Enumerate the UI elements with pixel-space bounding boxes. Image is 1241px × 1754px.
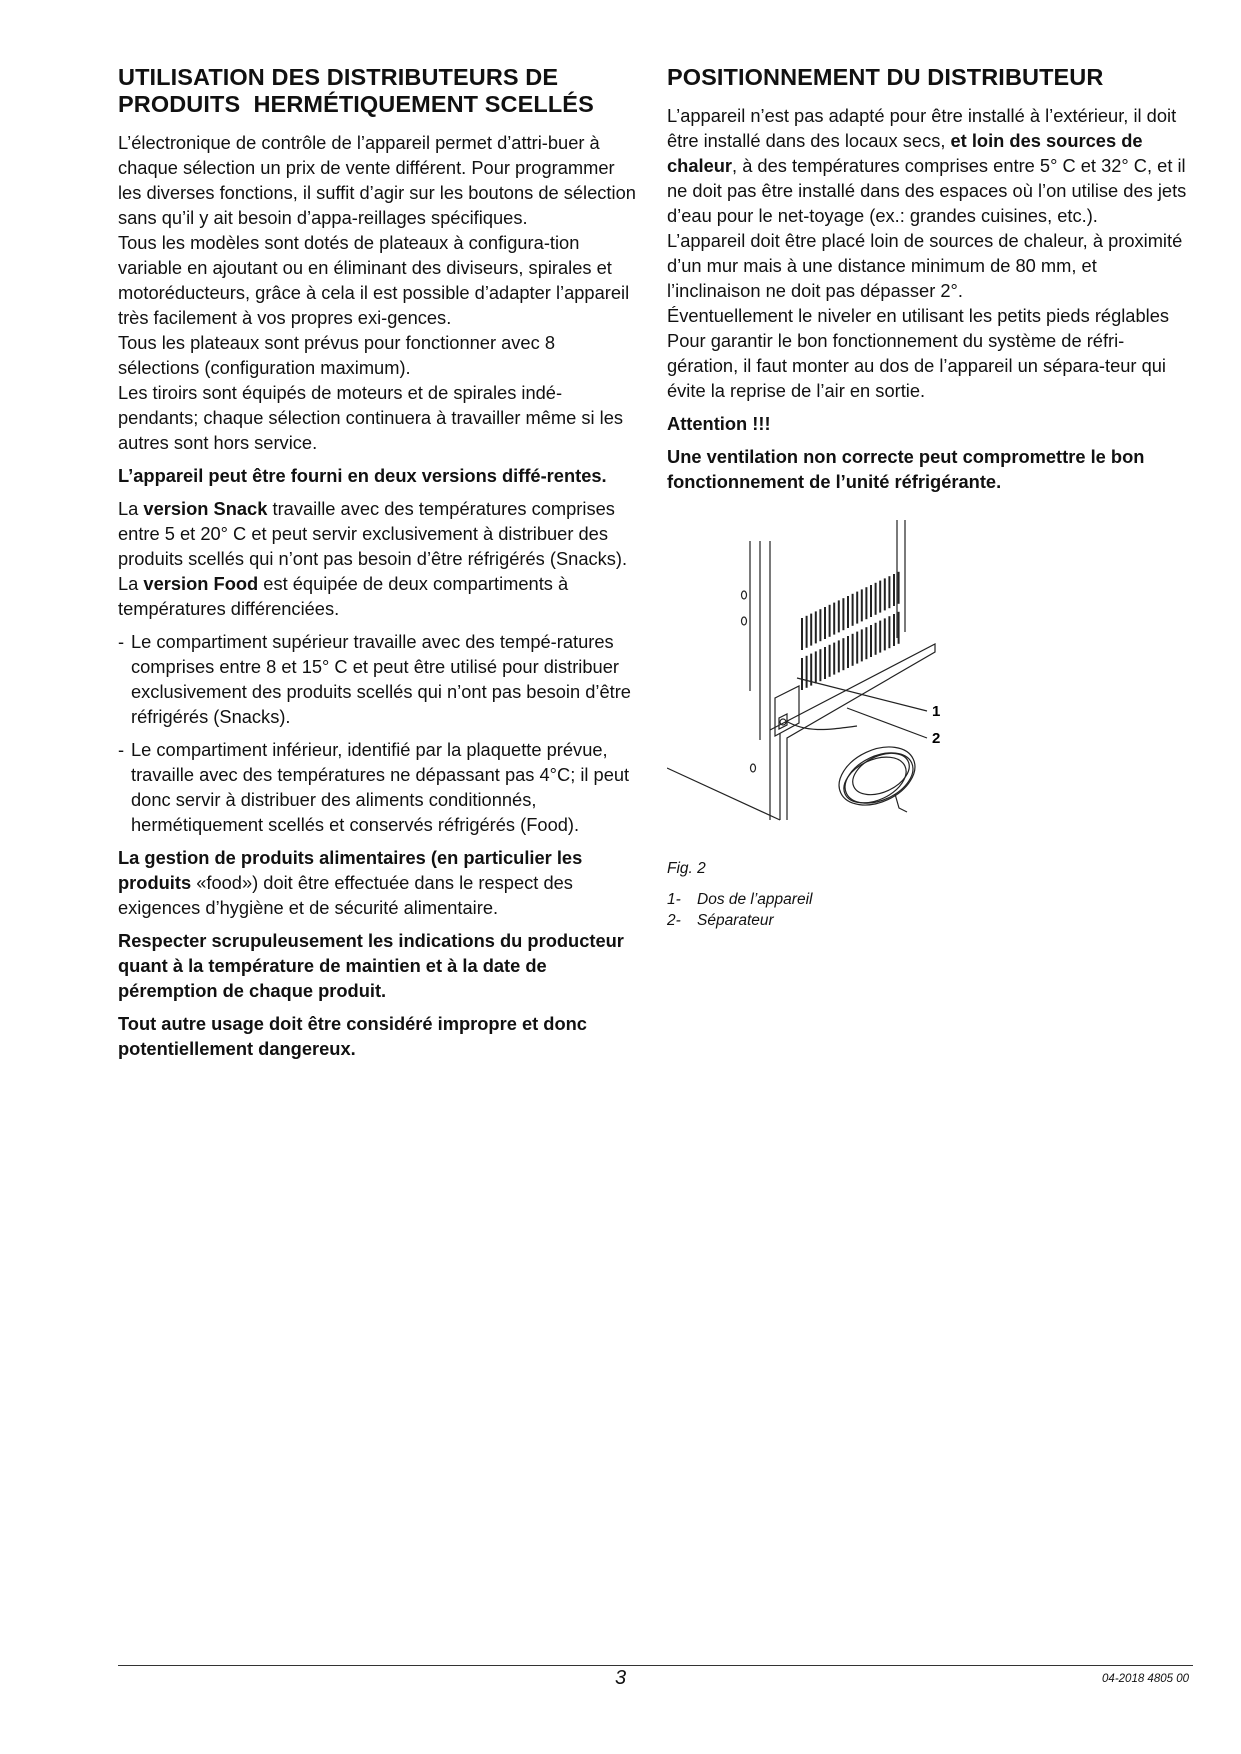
- appliance-back-drawing: [667, 518, 997, 858]
- legend-item: 1- Dos de l’appareil: [667, 891, 813, 908]
- callout-1: 1: [932, 703, 941, 720]
- right-column: [667, 64, 1192, 931]
- bold-respecter: Respecter scrupuleusement les indications du producteur quant à la température de maintien et à la date de péremption de chaque produit.: [118, 930, 624, 1001]
- bold-versions: L’appareil peut être fourni en deux versions diffé-rentes.: [118, 465, 607, 486]
- paragraph-distance-mur: L’appareil doit être placé loin de sources de chaleur, à proximité d’un mur mais à une distance minimum de 80 mm, et l’inclinaison ne doit pas dépasser 2°.: [667, 230, 1183, 301]
- section-title-utilisation: UTILISATION DES DISTRIBUTEURS DE PRODUITS HERMÉTIQUEMENT SCELLÉS: [118, 64, 594, 117]
- list-item-compartiment-inferieur: - Le compartiment inférieur, identifié par la plaquette prévue, travaille avec des températures ne dépassant pas 4°C; il peut donc servir à distribuer des aliments conditionnés, hermétiquement scellés et conservés réfrigérés (Food).: [118, 739, 630, 835]
- paragraph-niveler: Éventuellement le niveler en utilisant les petits pieds réglables: [667, 305, 1170, 326]
- paragraph-installation: L’appareil n’est pas adapté pour être installé à l’extérieur, il doit être installé dans des locaux secs, et loin des sources de chaleur, à des températures comprises entre 5° C et 32° C, et il ne doit pas être installé dans des espaces où l’on utilise des jets d’eau pour le net-toyage (ex.: grandes cuisines, etc.).: [667, 105, 1187, 226]
- document-reference: 04-2018 4805 00: [1102, 1673, 1189, 1685]
- paragraph-version-food: La version Food est équipée de deux compartiments à températures différenciées.: [118, 573, 569, 619]
- section-title-positionnement: POSITIONNEMENT DU DISTRIBUTEUR: [667, 64, 1104, 90]
- paragraph-plateaux: Tous les modèles sont dotés de plateaux à configura-tion variable en ajoutant ou en éliminant des diviseurs, spirales et motoréducteurs, grâce à cela il est possible d’adapter l’appareil très facilement à vos propres exi-gences.: [118, 232, 630, 328]
- figure-legend: [667, 889, 1192, 931]
- ventilation-slots: [802, 572, 899, 690]
- figure-caption: Fig. 2: [667, 860, 706, 877]
- paragraph-version-snack: La version Snack travaille avec des températures comprises entre 5 et 20° C et peut servir exclusivement à distribuer des produits scellés qui n’ont pas besoin d’être réfrigérés (Snacks).: [118, 498, 628, 569]
- callout-2: 2: [932, 730, 941, 747]
- attention-label: Attention !!!: [667, 413, 771, 434]
- footer-rule: [118, 1665, 1193, 1666]
- warning-ventilation: Une ventilation non correcte peut compromettre le bon fonctionnement de l’unité réfrigérante.: [667, 446, 1145, 492]
- paragraph-separateur: Pour garantir le bon fonctionnement du système de réfri-gération, il faut monter au dos de l’appareil un sépara-teur qui évite la reprise de l’air en sortie.: [667, 330, 1166, 401]
- paragraph-selections: Tous les plateaux sont prévus pour fonctionner avec 8 sélections (configuration maximum).: [118, 332, 555, 378]
- list-item-compartiment-superieur: - Le compartiment supérieur travaille avec des tempé-ratures comprises entre 8 et 15° C et peut être utilisé pour distribuer exclusivement des produits scellés qui n’ont pas besoin d’être réfrigérés (Snacks).: [118, 631, 631, 727]
- figure-2-illustration: [667, 518, 997, 858]
- legend-item: 2- Séparateur: [667, 912, 774, 929]
- page-number: 3: [614, 1667, 627, 1689]
- bold-usage-impropre: Tout autre usage doit être considéré impropre et donc potentiellement dangereux.: [118, 1013, 587, 1059]
- paragraph-tiroirs: Les tiroirs sont équipés de moteurs et de spirales indé-pendants; chaque sélection continuera à travailler même si les autres sont hors service.: [118, 382, 624, 453]
- left-column: [118, 64, 640, 1061]
- paragraph-electronique: L’électronique de contrôle de l’appareil permet d’attri-buer à chaque sélection un prix de vente différent. Pour programmer les diverses fonctions, il suffit d’agir sur les boutons de sélection sans qu’il y ait besoin d’appa-reillages spécifiques.: [118, 132, 636, 228]
- paragraph-gestion-alimentaire: La gestion de produits alimentaires (en particulier les produits «food») doit être effectuée dans le respect des exigences d’hygiène et de sécurité alimentaire.: [118, 847, 583, 918]
